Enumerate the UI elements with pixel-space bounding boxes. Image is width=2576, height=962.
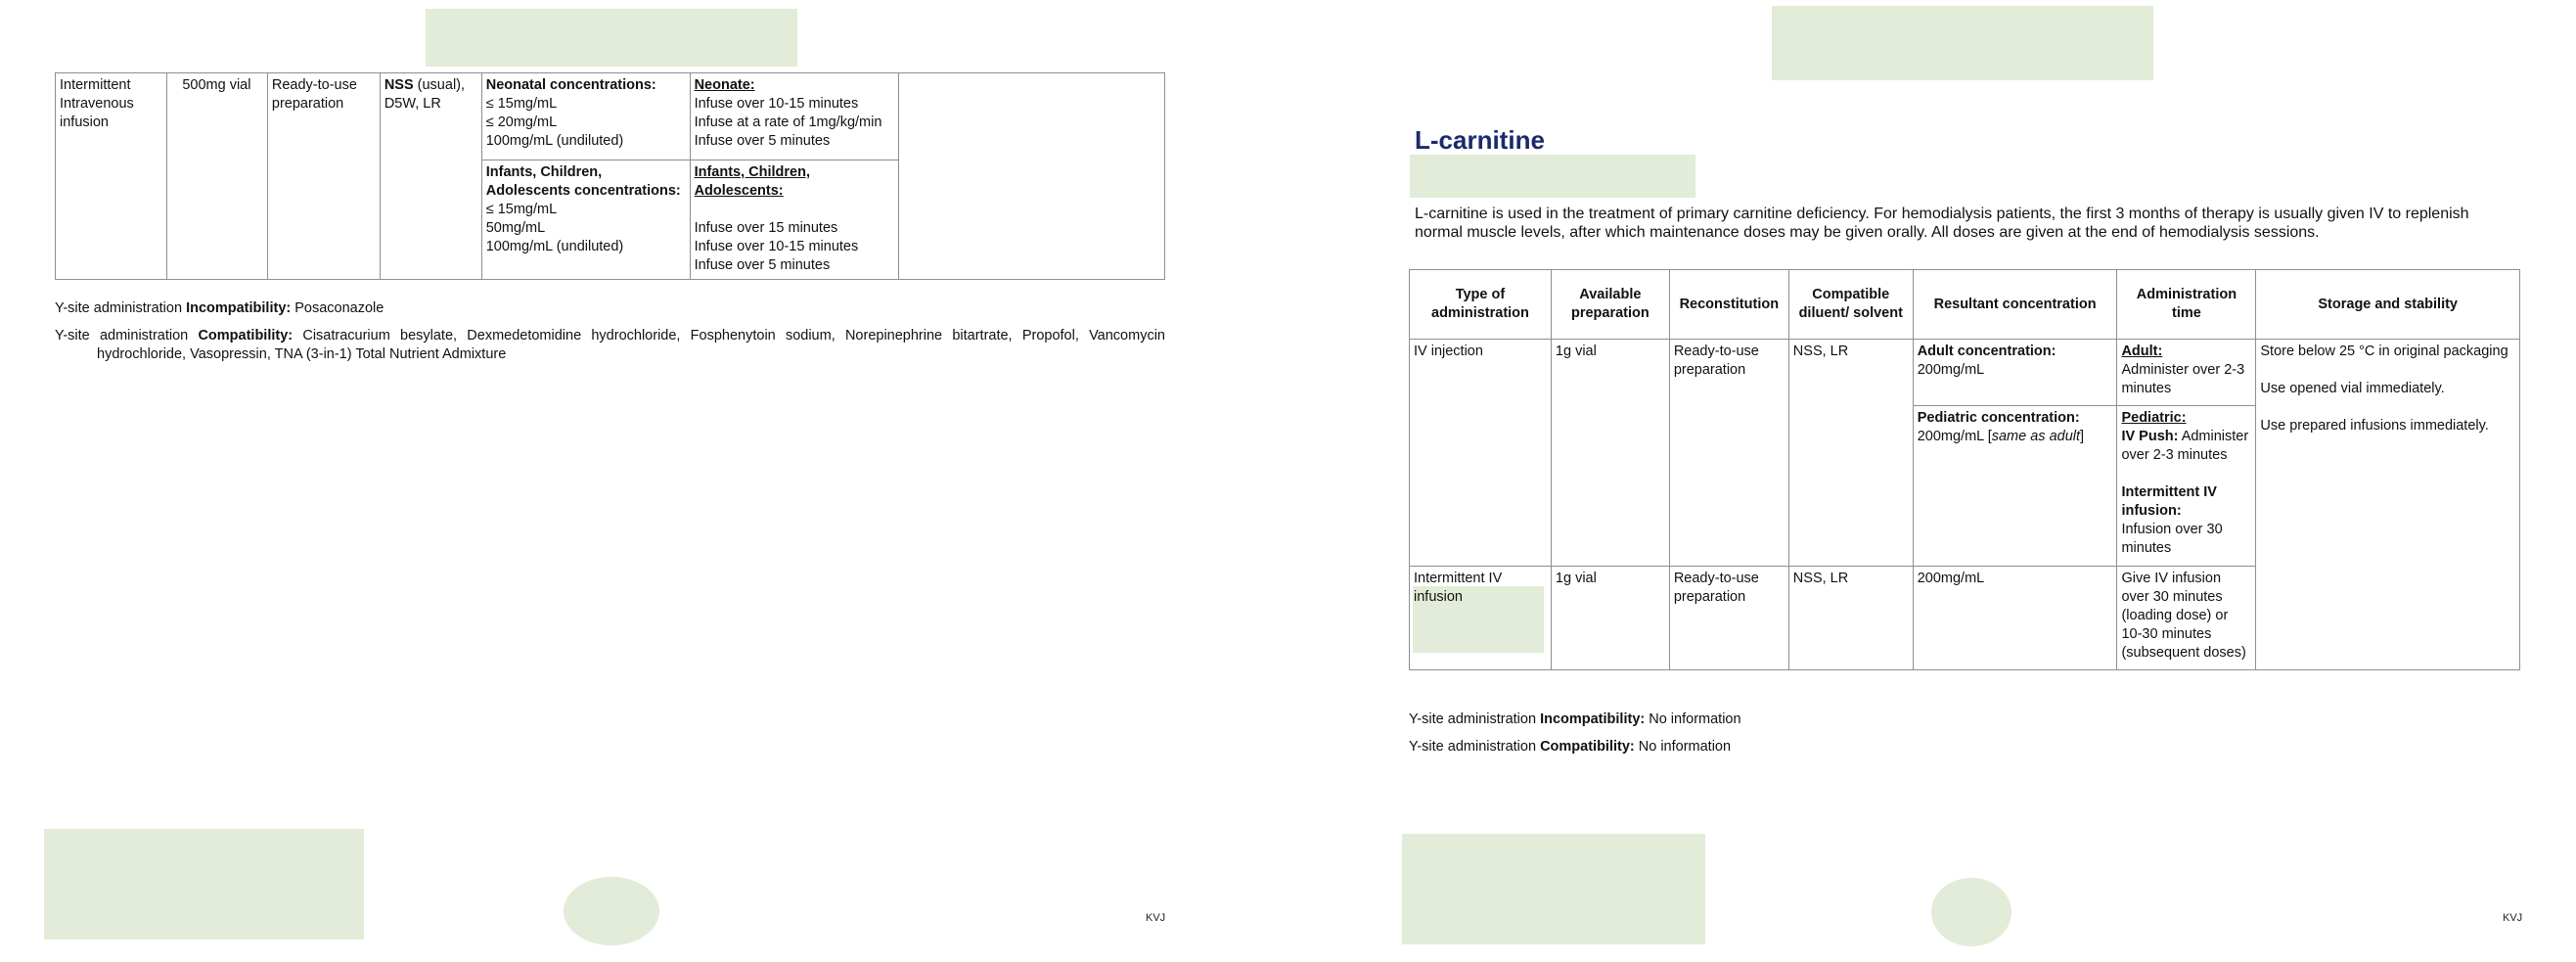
redaction-footer-box xyxy=(44,829,364,939)
cell-type xyxy=(1410,567,1552,670)
drug-intro: L-carnitine is used in the treatment of primary carnitine deficiency. For hemodialysis patients, the first 3 months of therapy is usually given IV to replenish normal muscle levels, after which maintenance doses may be given orally. All doses are given at the end of hemodialysis sessions. xyxy=(1415,206,2469,241)
header-available: Available preparation xyxy=(1551,270,1669,340)
compatibility-label: Compatibility: xyxy=(198,328,294,344)
neonate-time-line: Infuse over 10-15 minutes xyxy=(694,96,859,112)
footer-initials: KVJ xyxy=(1146,912,1166,924)
right-page xyxy=(1288,0,2576,962)
cell-available xyxy=(166,73,267,280)
adult-conc-title: Adult concentration: xyxy=(1917,344,2056,359)
cell-pediatric-concentration xyxy=(1913,406,2117,567)
footer-initials: KVJ xyxy=(2503,912,2523,924)
header-concentration: Resultant concentration xyxy=(1913,270,2117,340)
neonatal-conc-line: 100mg/mL (undiluted) xyxy=(485,133,624,149)
incompatibility-label: Incompatibility: xyxy=(186,300,292,316)
ysite-prefix: Y-site administration xyxy=(55,300,187,316)
redaction-footer-ellipse xyxy=(1931,878,2011,946)
neonate-time-line: Infuse over 5 minutes xyxy=(694,133,831,149)
spacer xyxy=(2260,398,2514,417)
type-text: Intermittent Intravenous infusion xyxy=(60,77,134,130)
adult-time-title: Adult: xyxy=(2121,344,2163,359)
incompatibility-value: No information xyxy=(1645,711,1741,727)
ped-infusion-label: Intermittent IV infusion: xyxy=(2121,484,2217,519)
reconstitution-text: Ready-to-use preparation xyxy=(271,77,357,112)
compatibility-label: Compatibility: xyxy=(1540,739,1635,755)
ped-push-line xyxy=(2121,428,2250,465)
cell-type xyxy=(56,73,167,280)
neonate-time-title: Neonate: xyxy=(694,77,755,93)
compatibility-value: Cisatracurium besylate, Dexmedetomidine hydrochloride, Fosphenytoin sodium, Norepinephrine bitartrate, Propofol, Vancomycin hydrochloride, Vasopressin, TNA (3-in-1) Total Nutrient Admixture xyxy=(97,328,1165,362)
header-reconstitution: Reconstitution xyxy=(1669,270,1788,340)
header-type: Type of administration xyxy=(1410,270,1552,340)
ped-time-title: Pediatric: xyxy=(2121,410,2187,426)
ped-conc-note: same as adult xyxy=(1991,429,2081,444)
ped-infusion-value: Infusion over 30 minutes xyxy=(2121,522,2223,556)
cell-available: 1g vial xyxy=(1551,340,1669,567)
header-storage: Storage and stability xyxy=(2256,270,2520,340)
phenytoin-admin-table xyxy=(55,72,1165,280)
cell-pediatric-time xyxy=(2117,406,2256,567)
ped-conc-number: 200mg/mL [ xyxy=(1917,429,1992,444)
redaction-header-box xyxy=(426,9,797,67)
cell-neonatal-concentration xyxy=(481,73,690,160)
cell-infants-time xyxy=(690,160,899,280)
neonatal-conc-line: ≤ 15mg/mL xyxy=(485,96,558,112)
available-text: 500mg vial xyxy=(182,77,251,93)
table-row xyxy=(56,73,1165,160)
cell-neonate-time xyxy=(690,73,899,160)
compatibility-value: No information xyxy=(1634,739,1732,755)
diluent-bold-text: NSS xyxy=(384,77,414,93)
cell-diluent xyxy=(380,73,481,280)
cell-storage-empty xyxy=(899,73,1165,280)
infants-conc-line: ≤ 15mg/mL xyxy=(485,202,558,217)
redaction-subtitle-box xyxy=(1410,155,1695,198)
diluent-rest-text: (usual), D5W, LR xyxy=(384,77,466,112)
cell-type: IV injection xyxy=(1410,340,1552,567)
storage-line: Use prepared infusions immediately. xyxy=(2260,418,2489,434)
redaction-footer-box xyxy=(1402,834,1705,944)
header-admin-time: Administration time xyxy=(2117,270,2256,340)
incompatibility-value: Posaconazole xyxy=(291,300,384,316)
ped-conc-bracket: ] xyxy=(2080,429,2085,444)
cell-reconstitution: Ready-to-use preparation xyxy=(1669,567,1788,670)
redaction-footer-ellipse xyxy=(564,877,659,945)
ysite-prefix: Y-site administration xyxy=(1409,711,1541,727)
cell-diluent: NSS, LR xyxy=(1788,567,1913,670)
cell-available: 1g vial xyxy=(1551,567,1669,670)
ysite-prefix: Y-site administration xyxy=(1409,739,1541,755)
ped-push-label: IV Push: xyxy=(2121,429,2179,444)
header-diluent: Compatible diluent/ solvent xyxy=(1788,270,1913,340)
infants-time-line: Infuse over 10-15 minutes xyxy=(694,239,859,254)
infants-conc-title: Infants, Children, Adolescents concentrations: xyxy=(485,164,681,199)
cell-infants-concentration xyxy=(481,160,690,280)
table-row xyxy=(1410,340,2520,406)
y-site-compatibility xyxy=(1409,738,1731,756)
cell-concentration: 200mg/mL xyxy=(1913,567,2117,670)
infants-conc-line: 50mg/mL xyxy=(485,220,546,236)
cell-reconstitution: Ready-to-use preparation xyxy=(1669,340,1788,567)
cell-reconstitution xyxy=(267,73,380,280)
y-site-incompatibility xyxy=(55,299,1165,318)
lcarnitine-admin-table xyxy=(1409,269,2520,670)
header-row xyxy=(1410,270,2520,340)
spacer xyxy=(2260,361,2514,380)
infants-time-line: Infuse over 15 minutes xyxy=(694,220,838,236)
drug-title: L-carnitine xyxy=(1415,125,1545,155)
neonatal-conc-title: Neonatal concentrations: xyxy=(485,77,656,93)
spacer xyxy=(695,201,894,219)
ped-conc-title: Pediatric concentration: xyxy=(1917,410,2080,426)
cell-storage xyxy=(2256,340,2520,670)
redaction-header-box xyxy=(1772,6,2153,80)
adult-time-value: Administer over 2-3 minutes xyxy=(2121,362,2245,396)
incompatibility-label: Incompatibility: xyxy=(1540,711,1646,727)
spacer xyxy=(2121,465,2250,483)
ped-conc-value xyxy=(1918,428,2112,446)
storage-line: Store below 25 °C in original packaging xyxy=(2260,344,2508,359)
ped-push-value: Administer over 2-3 minutes xyxy=(2121,429,2249,463)
cell-adult-time xyxy=(2117,340,2256,406)
y-site-incompatibility xyxy=(1409,710,1741,729)
adult-conc-value: 200mg/mL xyxy=(1917,362,1985,378)
neonatal-conc-line: ≤ 20mg/mL xyxy=(485,115,558,130)
infants-conc-line: 100mg/mL (undiluted) xyxy=(485,239,624,254)
storage-line: Use opened vial immediately. xyxy=(2260,381,2445,396)
ysite-prefix: Y-site administration xyxy=(55,328,199,344)
infants-time-title: Infants, Children, Adolescents: xyxy=(694,164,810,199)
neonate-time-line: Infuse at a rate of 1mg/kg/min xyxy=(694,115,882,130)
type-text: Intermittent IV infusion xyxy=(1414,571,1503,605)
y-site-compatibility xyxy=(55,327,1165,364)
infants-time-line: Infuse over 5 minutes xyxy=(694,257,831,273)
cell-admin-time: Give IV infusion over 30 minutes (loading dose) or 10-30 minutes (subsequent doses) xyxy=(2117,567,2256,670)
cell-diluent: NSS, LR xyxy=(1788,340,1913,567)
cell-adult-concentration xyxy=(1913,340,2117,406)
